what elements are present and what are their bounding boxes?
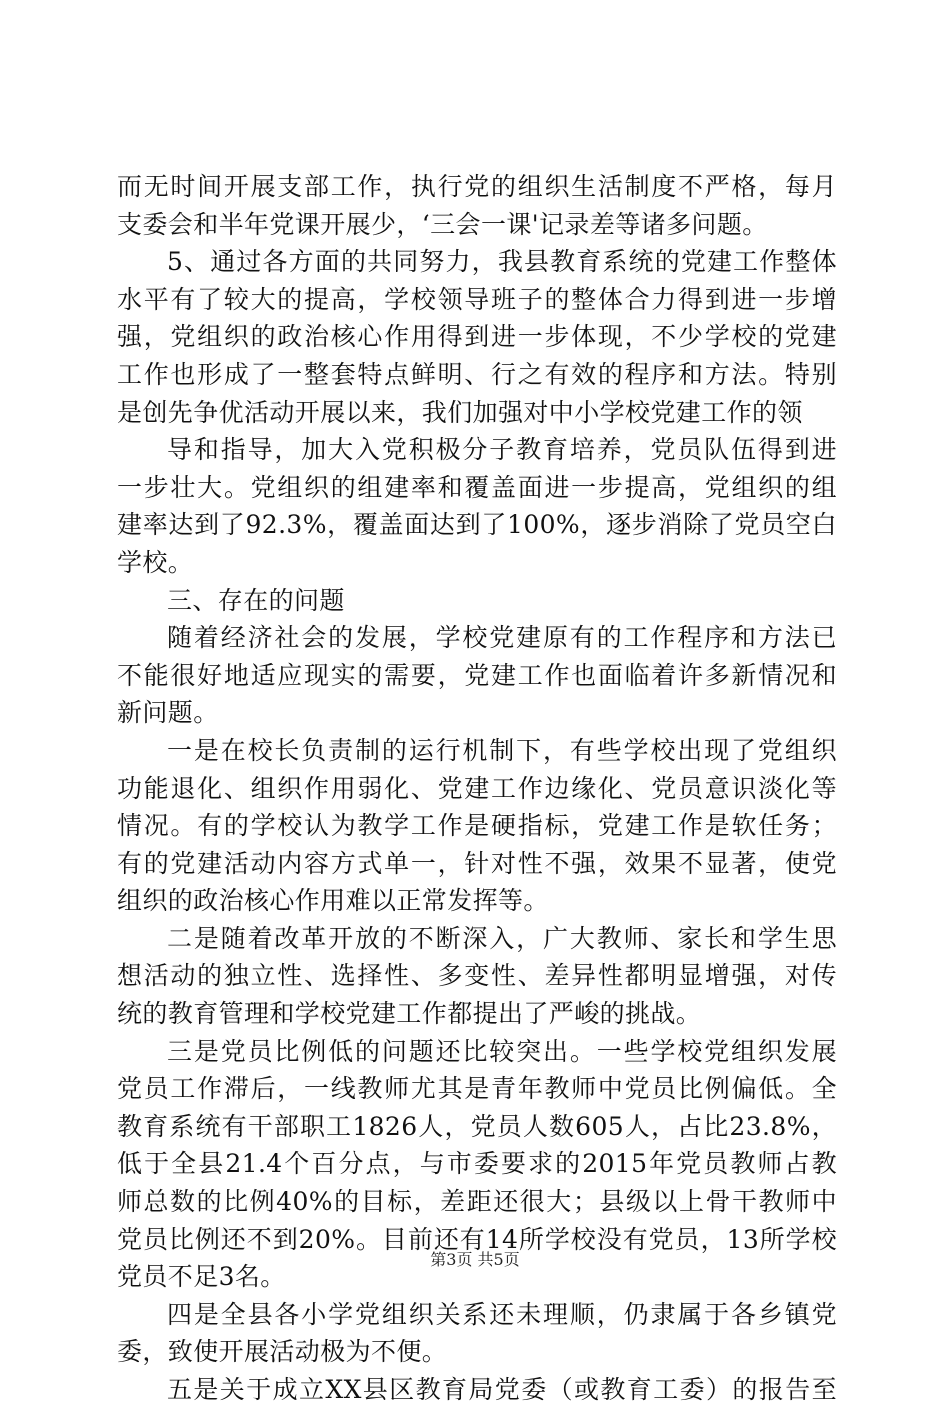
text-line: 新问题。 (117, 698, 219, 728)
text-line: 想活动的独立性、选择性、多变性、差异性都明显增强，对传 (117, 961, 837, 991)
text-line: 党员比例还不到20%。目前还有14所学校没有党员，13所学校 (117, 1224, 837, 1254)
text-line: 功能退化、组织作用弱化、党建工作边缘化、党员意识淡化等 (117, 773, 837, 803)
text-line: 导和指导，加大入党积极分子教育培养，党员队伍得到进 (167, 435, 837, 465)
document-body (117, 168, 837, 1409)
text-line: 学校。 (117, 547, 194, 577)
text-line: 水平有了较大的提高，学校领导班子的整体合力得到进一步增 (117, 284, 837, 314)
text-line: 教育系统有干部职工1826人，党员人数605人，占比23.8%， (117, 1111, 837, 1141)
text-line: 三是党员比例低的问题还比较突出。一些学校党组织发展 (167, 1036, 837, 1066)
text-line: 三、存在的问题 (167, 585, 345, 615)
text-line: 师总数的比例40%的目标，差距还很大；县级以上骨干教师中 (117, 1187, 837, 1217)
text-line: 而无时间开展支部工作，执行党的组织生活制度不严格，每月 (117, 172, 837, 201)
text-line: 随着经济社会的发展，学校党建原有的工作程序和方法已 (167, 623, 837, 653)
text-line: 建率达到了92.3%，覆盖面达到了100%，逐步消除了党员空白 (117, 510, 837, 540)
text-line: 党员不足3名。 (117, 1262, 286, 1292)
text-line: 党员工作滞后，一线教师尤其是青年教师中党员比例偏低。全 (117, 1074, 837, 1104)
text-line: 强，党组织的政治核心作用得到进一步体现，不少学校的党建 (117, 322, 837, 352)
text-line: 支委会和半年党课开展少，‘三会一课'记录差等诸多问题。 (117, 209, 768, 239)
text-line: 统的教育管理和学校党建工作都提出了严峻的挑战。 (117, 999, 702, 1029)
text-line: 工作也形成了一整套特点鲜明、行之有效的程序和方法。特别 (117, 359, 837, 389)
text-line: 委，致使开展活动极为不便。 (117, 1337, 448, 1367)
text-line: 一是在校长负责制的运行机制下，有些学校出现了党组织 (167, 735, 837, 765)
text-line: 不能很好地适应现实的需要，党建工作也面临着许多新情况和 (117, 660, 837, 690)
text-line: 是创先争优活动开展以来，我们加强对中小学校党建工作的领 (117, 397, 803, 427)
text-line: 四是全县各小学党组织关系还未理顺，仍隶属于各乡镇党 (167, 1299, 837, 1329)
text-line: 情况。有的学校认为教学工作是硬指标，党建工作是软任务； (117, 811, 837, 841)
text-line: 有的党建活动内容方式单一，针对性不强，效果不显著，使党 (117, 848, 837, 878)
text-line: 低于全县21.4个百分点，与市委要求的2015年党员教师占教 (117, 1149, 837, 1179)
text-line: 组织的政治核心作用难以正常发挥等。 (117, 886, 549, 916)
text-line: 5、通过各方面的共同努力，我县教育系统的党建工作整体 (167, 247, 837, 277)
text-line: 五是关于成立XX县区教育局党委（或教育工委）的报告至 (167, 1375, 837, 1404)
page-footer: 第3页 共5页 (430, 1250, 520, 1269)
text-line: 一步壮大。党组织的组建率和覆盖面进一步提高，党组织的组 (117, 472, 837, 502)
text-line: 二是随着改革开放的不断深入，广大教师、家长和学生思 (167, 923, 837, 953)
